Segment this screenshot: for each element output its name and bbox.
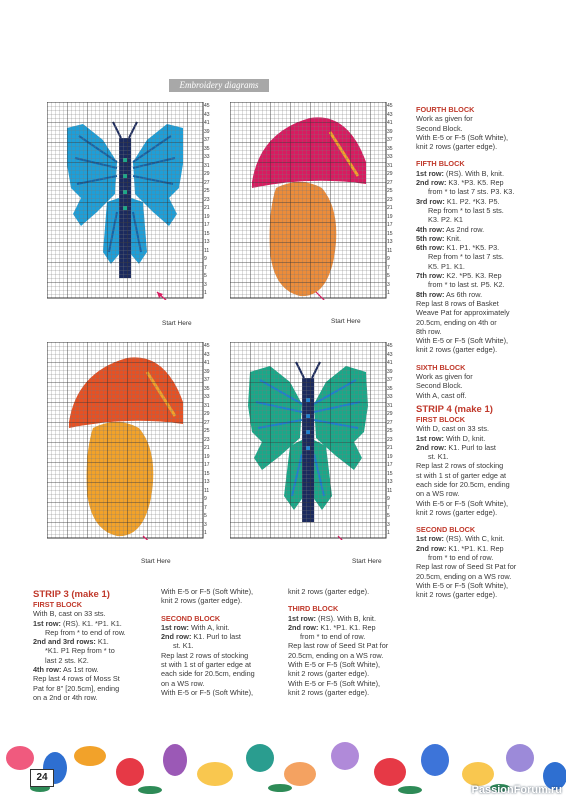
instruction-line: knit 2 rows (garter edge). (288, 669, 370, 679)
instruction-line: 2nd row: K1. Purl to last (416, 442, 496, 452)
instruction-line: Rep last 2 rows of stocking (161, 650, 249, 660)
red-mushroom-diagram (230, 102, 400, 300)
instruction-line: With E-5 or F-5 (Soft White), (416, 580, 509, 590)
instruction-line: 1st row: (RS). With B, knit. (416, 168, 504, 178)
instruction-line: 20.5cm, ending on a WS row. (416, 571, 512, 581)
instruction-line: st. K1. (428, 452, 449, 462)
instruction-line: Rep last 2 rows of stocking (416, 461, 504, 471)
instruction-line: 1st row: (RS). With C, knit. (416, 534, 505, 544)
instruction-line: 1st row: (RS). K1. *P1. K1. (33, 618, 122, 628)
instruction-line: each side for 20.5cm, ending (416, 479, 510, 489)
strip4-second-block-title: SECOND BLOCK (416, 525, 476, 535)
watermark: PassionForum.ru (471, 784, 562, 796)
instruction-line: knit 2 rows (garter edge). (416, 590, 498, 600)
instruction-line: 2nd and 3rd rows: K1. (33, 637, 109, 647)
section-banner: Embroidery diagrams (169, 79, 269, 92)
instruction-line: With E-5 or F-5 (Soft White), (416, 336, 509, 346)
instruction-line: knit 2 rows (garter edge). (416, 507, 498, 517)
column-1 (33, 585, 158, 702)
row-numbers: 45 43 41 39 37 35 33 31 29 27 25 23 21 19 17 15 13 11 9 7 5 3 1 (204, 343, 210, 536)
instruction-line: st. K1. (173, 641, 194, 651)
instruction-line: 1st row: (RS). With B, knit. (288, 613, 376, 623)
instruction-line: 8th row. (416, 326, 442, 336)
instruction-line: K3. P2. K1 (428, 215, 463, 225)
instruction-line: K5. P1. K1. (428, 261, 465, 271)
instruction-line: 4th row: As 2nd row. (416, 224, 485, 234)
column-4: FOURTH BLOCK Work as given for Second Block. With E-5 or F-5 (Soft White), knit 2 rows (garter edge). FIFTH BLOCK 1st row: (RS). With B, knit. 2nd row: K3. *P3. K5. Rep from * to last 7 sts. P3. K3. 3rd row: K1. P2. *K3. P5. Rep from * to last 5 sts. K3. P2. K1 4th row: As 2nd row. 5th row: Knit. 6th row: K1. P1. *K5. P3. Rep from * to last 7 sts. K5. P1. K1. 7th row: K2. *P5. K3. Rep from * to last st. P5. K2. 8th row: As 6th row. Rep last 8 rows of Basket Weave Pat for approximately 20.5cm, ending on 4th or 8th row. With E-5 or F-5 (Soft White), knit 2 rows (garter edge). SIXTH BLOCK Work as given for Second Block. With A, cast off. STRIP 4 (make 1) FIRST BLOCK With D, cast on 33 sts. 1st row: With D, knit. 2nd row: K1. Purl to last st. K1. Rep last 2 rows of stocking st with 1 st of garter edge at each side for 20.5cm, ending on a WS row. With E-5 or F-5 (Soft White), knit 2 rows (garter edge). SECOND BLOCK 1st row: (RS). With C, knit. 2nd row: K1. *P1. K1. Rep from * to end of row. Rep last row of Seed St Pat for 20.5cm, ending on a WS row. With E-5 or F-5 (Soft White), knit 2 rows (garter edge). (416, 105, 561, 600)
sixth-block-title: SIXTH BLOCK (416, 362, 466, 372)
instruction-line: on a 2nd or 4th row. (33, 692, 98, 702)
instruction-line: from * to last 7 sts. P3. K3. (428, 187, 515, 197)
instruction-line: Rep from * to end of row. (45, 627, 126, 637)
row-numbers: 45 43 41 39 37 35 33 31 29 27 25 23 21 19 17 15 13 11 9 7 5 3 1 (387, 343, 393, 536)
instruction-line: 3rd row: K1. P2. *K3. P5. (416, 196, 500, 206)
instruction-line: 2nd row: K1. *P1. K1. Rep (416, 543, 504, 553)
instruction-line: 2nd row: K3. *P3. K5. Rep (416, 178, 504, 188)
instruction-line: 1st row: With A, knit. (161, 622, 230, 632)
instruction-line: from * to end of row. (428, 553, 494, 563)
instruction-line: *K1. P1 Rep from * to (45, 646, 115, 656)
orange-mushroom-diagram (47, 342, 217, 540)
instruction-line: 5th row: Knit. (416, 233, 462, 243)
instruction-line: 4th row: As 1st row. (33, 665, 99, 675)
instruction-line: last 2 sts. K2. (45, 655, 89, 665)
instruction-line: Pat for 8" [20.5cm], ending (33, 683, 120, 693)
chart-orange-mushroom (47, 342, 217, 540)
instruction-line: 7th row: K2. *P5. K3. Rep (416, 271, 502, 281)
instruction-line: Rep from * to last 7 sts. (428, 252, 504, 262)
instruction-line: With B, cast on 33 sts. (33, 609, 106, 619)
instruction-line: from * to last st. P5. K2. (428, 280, 505, 290)
instruction-line: 2nd row: K1. *P1. K1. Rep (288, 622, 376, 632)
strip4-title: STRIP 4 (make 1) (416, 403, 493, 415)
strip3-title: STRIP 3 (make 1) (33, 589, 110, 600)
instruction-line: 8th row: As 6th row. (416, 289, 483, 299)
fifth-block-title: FIFTH BLOCK (416, 159, 465, 169)
strip4-first-block-title: FIRST BLOCK (416, 414, 466, 424)
instruction-line: 2nd row: K1. Purl to last (161, 632, 241, 642)
instruction-line: st with 1 st of garter edge at (416, 470, 507, 480)
instruction-line: 1st row: With D, knit. (416, 433, 486, 443)
row-numbers: 45 43 41 39 37 35 33 31 29 27 25 23 21 19 17 15 13 11 9 7 5 3 1 (204, 103, 210, 296)
chart-teal-butterfly (230, 342, 400, 540)
fourth-block-title: FOURTH BLOCK (416, 105, 475, 114)
instruction-line: Rep last row of Seed St Pat for (288, 641, 389, 651)
instruction-line: knit 2 rows (garter edge). (416, 345, 498, 355)
instruction-line: 20.5cm, ending on 4th or (416, 317, 497, 327)
column-2: With E-5 or F-5 (Soft White), knit 2 rows (garter edge). SECOND BLOCK 1st row: With A, knit. 2nd row: K1. Purl to last st. K1. Rep last 2 rows of stocking st with 1 st of garter edge at each side for 20.5cm, ending on a WS row. With E-5 or F-5 (Soft White), (161, 587, 286, 697)
strip3-second-block-title: SECOND BLOCK (161, 613, 221, 623)
chart-blue-butterfly (47, 102, 217, 300)
instruction-line: With D, cast on 33 sts. (416, 424, 489, 434)
start-label-4: Start Here (352, 558, 382, 565)
instruction-line: 6th row: K1. P1. *K5. P3. (416, 243, 500, 253)
instruction-line: on a WS row. (416, 489, 460, 499)
start-label-1: Start Here (162, 320, 192, 327)
teal-butterfly-diagram (230, 342, 400, 540)
page-number: 24 (30, 769, 54, 787)
instruction-line: from * to end of row. (300, 632, 366, 642)
instruction-line: With E-5 or F-5 (Soft White), (416, 498, 509, 508)
blue-butterfly-diagram (47, 102, 217, 300)
start-label-3: Start Here (141, 558, 171, 565)
row-numbers: 45 43 41 39 37 35 33 31 29 27 25 23 21 19 17 15 13 11 9 7 5 3 1 (387, 103, 393, 296)
chart-red-mushroom (230, 102, 400, 300)
instruction-line: With E-5 or F-5 (Soft White), (288, 660, 381, 670)
strip3-first-block-title: FIRST BLOCK (33, 600, 83, 609)
instruction-line: st with 1 st of garter edge at (161, 660, 252, 670)
instruction-line: Rep last 8 rows of Basket (416, 298, 499, 308)
instruction-line: Rep last 4 rows of Moss St (33, 674, 120, 684)
instruction-line: on a WS row. (161, 678, 205, 688)
instruction-line: Rep last row of Seed St Pat for (416, 562, 517, 572)
instruction-line: Weave Pat for approximately (416, 308, 510, 318)
instruction-line: each side for 20.5cm, ending (161, 669, 255, 679)
instruction-line: Rep from * to last 5 sts. (428, 205, 504, 215)
instruction-line: With E-5 or F-5 (Soft White), (288, 678, 381, 688)
strip3-third-block-title: THIRD BLOCK (288, 604, 339, 614)
instruction-line: knit 2 rows (garter edge). (288, 687, 370, 697)
start-label-2: Start Here (331, 318, 361, 325)
instruction-line: With E-5 or F-5 (Soft White), (161, 687, 254, 697)
instruction-line: 20.5cm, ending on a WS row. (288, 650, 384, 660)
column-3: knit 2 rows (garter edge). THIRD BLOCK 1st row: (RS). With B, knit. 2nd row: K1. *P1. K1. Rep from * to end of row. Rep last row of Seed St Pat for 20.5cm, ending on a WS row. With E-5 or F-5 (Soft White), knit 2 rows (garter edge). With E-5 or F-5 (Soft White), knit 2 rows (garter edge). (288, 587, 413, 697)
